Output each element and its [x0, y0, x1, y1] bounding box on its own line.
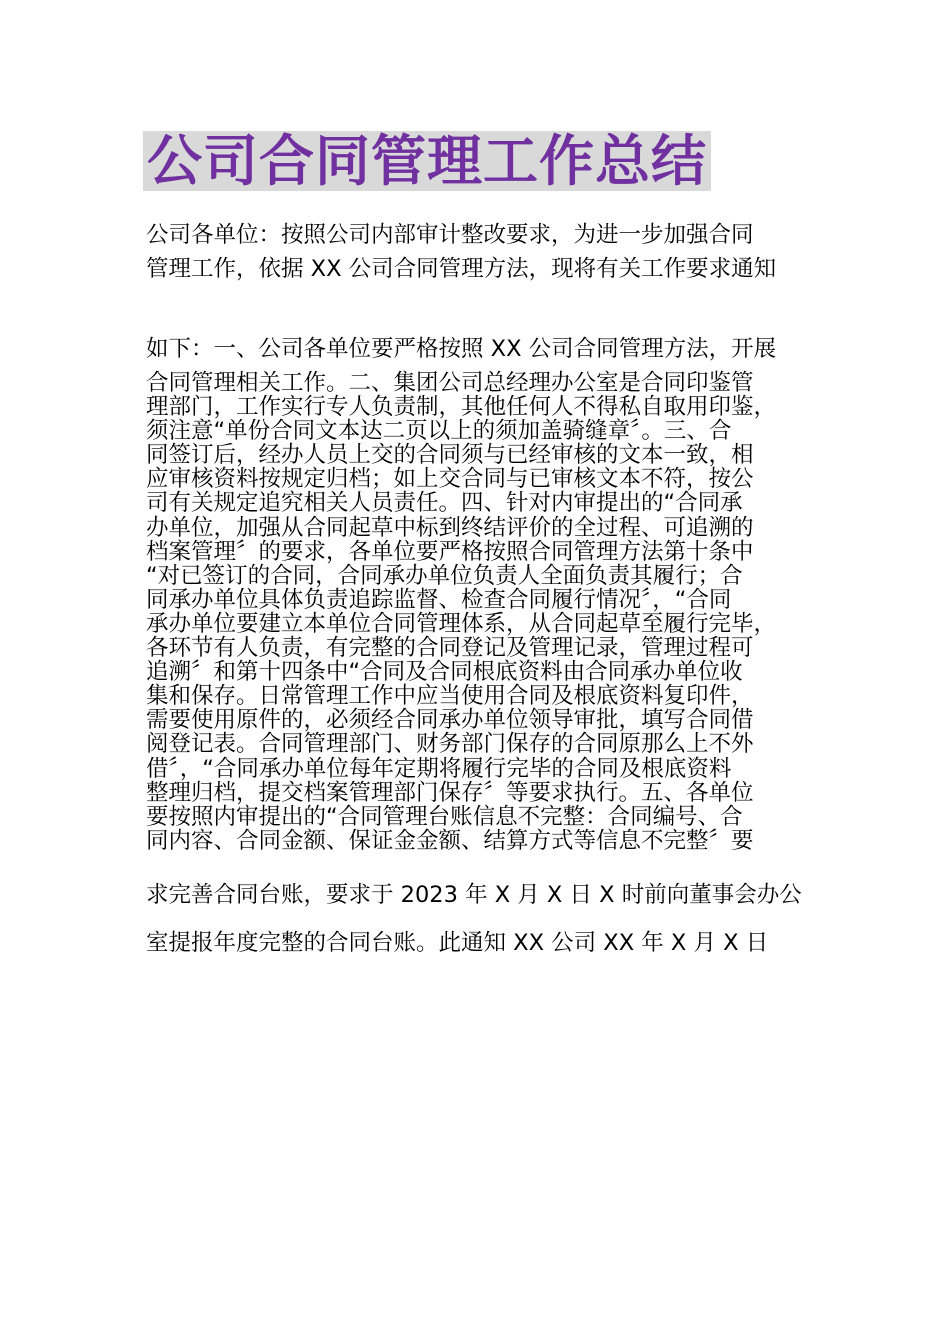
paragraph-line: 办单位，加强从合同起草中标到终结评价的全过程、可追溯的 — [146, 514, 754, 541]
paragraph-line: 各环节有人负责，有完整的合同登记及管理记录，管理过程可 — [146, 635, 754, 662]
paragraph-line: 室提报年度完整的合同台账。此通知 XX 公司 XX 年 X 月 X 日 — [146, 930, 769, 956]
paragraph-line: 同内容、合同金额、保证金金额、结算方式等信息不完整〞要 — [146, 827, 754, 854]
paragraph-line: 追溯〞和第十四条中“合同及合同根底资料由合同承办单位收 — [146, 659, 743, 686]
paragraph-line: 阅登记表。合同管理部门、财务部门保存的合同原那么上不外 — [146, 731, 754, 758]
paragraph-line: 档案管理〞的要求，各单位要严格按照合同管理方法第十条中 — [146, 538, 754, 565]
paragraph-line: 理部门，工作实行专人负责制，其他任何人不得私自取用印鉴， — [146, 394, 777, 421]
paragraph-line: 公司各单位：按照公司内部审计整改要求，为进一步加强合同 — [146, 222, 754, 248]
paragraph-line: 司有关规定追究相关人员责任。四、针对内审提出的“合同承 — [146, 490, 743, 517]
paragraph-line: 求完善合同台账，要求于 2023 年 X 月 X 日 X 时前向董事会办公 — [146, 882, 802, 908]
document-title: 公司合同管理工作总结 — [147, 129, 708, 193]
paragraph-line: “对已签订的合同，合同承办单位负责人全面负责其履行；合 — [146, 562, 743, 589]
paragraph-line: 应审核资料按规定归档；如上交合同与已审核文本不符，按公 — [146, 466, 754, 493]
paragraph-line: 承办单位要建立本单位合同管理体系，从合同起草至履行完毕， — [146, 610, 777, 637]
paragraph-line: 集和保存。日常管理工作中应当使用合同及根底资料复印件， — [146, 683, 754, 710]
dense-paragraph — [146, 371, 808, 853]
paragraph-line: 整理归档，提交档案管理部门保存〞等要求执行。五、各单位 — [146, 779, 754, 806]
paragraph-line: 需要使用原件的，必须经合同承办单位领导审批，填写合同借 — [146, 707, 754, 734]
paragraph-line: 同签订后，经办人员上交的合同须与已经审核的文本一致，相 — [146, 442, 754, 469]
title-highlight — [143, 131, 711, 191]
paragraph-line: 管理工作，依据 XX 公司合同管理方法，现将有关工作要求通知 — [146, 256, 777, 282]
paragraph-line: 同承办单位具体负责追踪监督、检查合同履行情况〞，“合同 — [146, 586, 732, 613]
paragraph-line: 要按照内审提出的“合同管理台账信息不完整：合同编号、合 — [146, 803, 743, 830]
paragraph-line: 借〞，“合同承办单位每年定期将履行完毕的合同及根底资料 — [146, 755, 732, 782]
paragraph-line: 合同管理相关工作。二、集团公司总经理办公室是合同印鉴管 — [146, 370, 754, 396]
paragraph-line: 如下：一、公司各单位要严格按照 XX 公司合同管理方法，开展 — [146, 336, 777, 362]
paragraph-line: 须注意“单份合同文本达二页以上的须加盖骑缝章〞。三、合 — [146, 418, 732, 445]
